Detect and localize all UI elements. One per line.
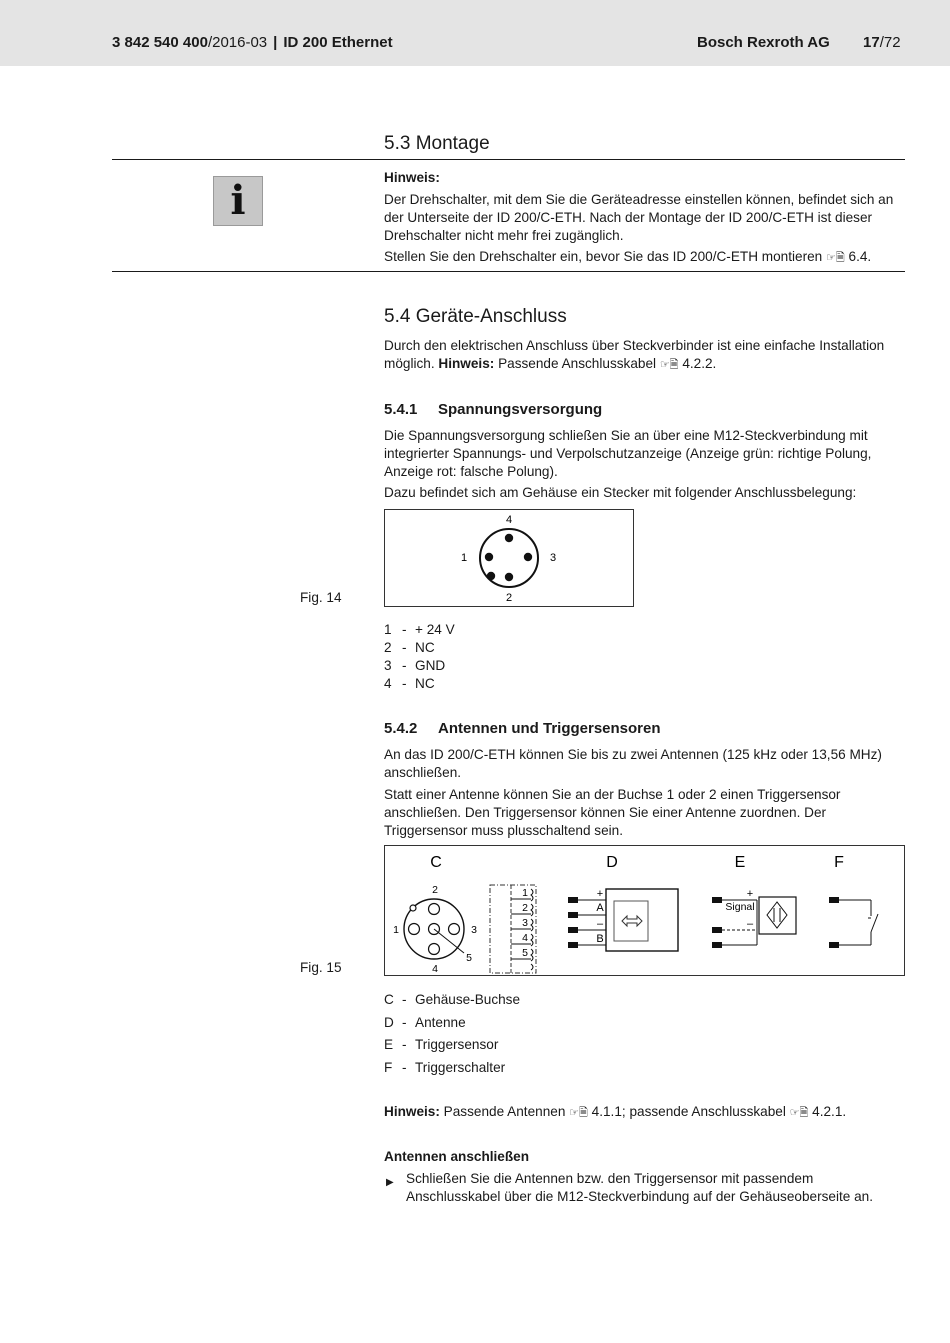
legend-item: 4 - NC — [384, 676, 435, 691]
header-doc-info — [112, 34, 393, 51]
legend-item: 1 - + 24 V — [384, 622, 455, 637]
note-text-2: Stellen Sie den Drehschalter ein, bevor Sie das ID 200/C-ETH montieren ☞🗎 6.4. — [384, 249, 872, 264]
legend-item: E - Triggersensor — [384, 1037, 499, 1052]
svg-text:4: 4 — [522, 932, 528, 944]
divider — [112, 159, 905, 160]
pin-label-top: 4 — [505, 514, 513, 526]
socket-notch — [410, 905, 416, 911]
col-label-c: C — [430, 854, 442, 871]
header-separator: | — [273, 34, 278, 51]
paragraph: Dazu befindet sich am Gehäuse ein Stecker mit folgender Anschlussbelegung: — [384, 485, 857, 500]
pin-3 — [524, 553, 532, 561]
pin-label-right: 3 — [549, 552, 557, 564]
svg-text:+: + — [596, 888, 604, 900]
product-name: ID 200 Ethernet — [283, 34, 393, 51]
page-number — [863, 34, 901, 51]
svg-text:1: 1 — [522, 887, 528, 899]
svg-text:5: 5 — [522, 947, 528, 959]
legend-item: C - Gehäuse-Buchse — [384, 992, 521, 1007]
paragraph: An das ID 200/C-ETH können Sie bis zu zwei Antennen (125 kHz oder 13,56 MHz) anschließen. — [384, 747, 882, 780]
paragraph: Statt einer Antenne können Sie an der Buchse 1 oder 2 einen Triggersensor anschließen. Den Triggersensor können Sie einer Antenne zuordnen. Der Triggersensor muss plusschaltend sein. — [384, 787, 841, 838]
svg-text:2: 2 — [522, 902, 528, 914]
reference-link[interactable]: 4.2.2. — [682, 356, 717, 371]
reference-link[interactable]: 6.4. — [848, 249, 872, 264]
page-header — [0, 0, 950, 66]
svg-text:B: B — [596, 933, 604, 945]
pin-extra — [487, 572, 495, 580]
socket-pin-2 — [429, 904, 440, 915]
legend-item: 3 - GND — [384, 658, 446, 673]
socket-pin-1 — [409, 924, 420, 935]
pin-legend — [384, 621, 455, 693]
svg-text:A: A — [596, 902, 604, 914]
figure-label: Fig. 14 — [300, 590, 342, 605]
svg-text:–: – — [746, 918, 754, 930]
doc-date: /2016-03 — [207, 34, 268, 51]
paragraph: Die Spannungsversorgung schließen Sie an über eine M12-Steckverbindung mit integrierter Spannungs- und Verpolschutzanzeige (Anzeige grün: richtige Polung, Anzeige rot: falsche Polung). — [384, 428, 872, 479]
note-text: Der Drehschalter, mit dem Sie die Geräteadresse einstellen können, befindet sich an der Unterseite der ID 200/C-ETH. Nach der Montage der ID 200/C-ETH ist dieser Drehschalter nicht mehr frei zugänglich. — [384, 192, 894, 243]
socket-pin-3 — [449, 924, 460, 935]
connector-diagram-fig14 — [384, 509, 634, 607]
figure-legend — [384, 991, 520, 1081]
trigger-switch-symbol — [829, 897, 878, 948]
reference-link[interactable]: 4.1.1 — [591, 1104, 622, 1119]
reference-icon: ☞🗎 — [659, 359, 679, 371]
pin-label-bottom: 2 — [505, 592, 513, 604]
pin-1 — [485, 553, 493, 561]
legend-item: F - Triggerschalter — [384, 1059, 506, 1075]
svg-text:2: 2 — [432, 884, 438, 896]
subsection-title-spannungsversorgung: 5.4.1 Spannungsversorgung — [384, 401, 603, 418]
figure-label: Fig. 15 — [300, 960, 342, 975]
antenna-symbol — [568, 889, 678, 951]
divider — [112, 271, 905, 272]
section-title-montage: 5.3 Montage — [384, 133, 490, 154]
page-current: 17 — [863, 34, 880, 51]
instruction-text: Schließen Sie die Antennen bzw. den Triggersensor mit passendem Anschlusskabel über die M12-Steckverbindung auf der Gehäuseoberseite an. — [406, 1171, 874, 1204]
reference-icon: ☞🗎 — [569, 1107, 588, 1119]
company-name: Bosch Rexroth AG — [697, 34, 830, 51]
section-title-geraete-anschluss: 5.4 Geräte-Anschluss — [384, 306, 567, 327]
svg-text:3: 3 — [522, 917, 528, 929]
svg-text:1: 1 — [393, 924, 399, 936]
svg-text:4: 4 — [432, 963, 438, 975]
col-label-e: E — [734, 854, 746, 871]
pin-2 — [505, 573, 513, 581]
pin-5-leader — [434, 929, 464, 953]
bullet-arrow-icon: ▶ — [386, 1177, 394, 1188]
svg-text:Signal: Signal — [725, 901, 755, 913]
svg-text:–: – — [596, 918, 604, 930]
reference-icon: ☞🗎 — [789, 1107, 809, 1119]
legend-item: D - Antenne — [384, 1014, 466, 1030]
pin-label-left: 1 — [460, 552, 468, 564]
reference-icon: ☞🗎 — [826, 252, 845, 264]
info-icon-glyph: i — [230, 177, 246, 224]
reference-link[interactable]: 4.2.1. — [812, 1104, 847, 1119]
legend-item: 2 - NC — [384, 640, 435, 655]
pin-4 — [505, 534, 513, 542]
subheading-antennen-anschliessen: Antennen anschließen — [384, 1149, 530, 1164]
socket-pin-4 — [429, 944, 440, 955]
col-label-d: D — [606, 854, 618, 871]
section-intro: Durch den elektrischen Anschluss über Steckverbinder ist eine einfache Installation möglich. Hinweis: Passende Anschlusskabel ☞🗎 4.2.2. — [384, 338, 885, 371]
note-label: Hinweis: — [384, 170, 440, 185]
svg-text:+: + — [746, 888, 754, 900]
page-total: /72 — [879, 34, 901, 51]
info-icon — [213, 176, 263, 226]
svg-text:5: 5 — [466, 952, 472, 964]
note-antennen: Hinweis: Passende Antennen ☞🗎 4.1.1; passende Anschlusskabel ☞🗎 4.2.1. — [384, 1104, 847, 1119]
doc-number: 3 842 540 400 — [112, 34, 208, 51]
svg-text:3: 3 — [471, 924, 477, 936]
col-label-f: F — [834, 854, 844, 871]
subsection-title-antennen: 5.4.2 Antennen und Triggersensoren — [384, 720, 661, 737]
wiring-diagram-fig15 — [384, 845, 905, 976]
